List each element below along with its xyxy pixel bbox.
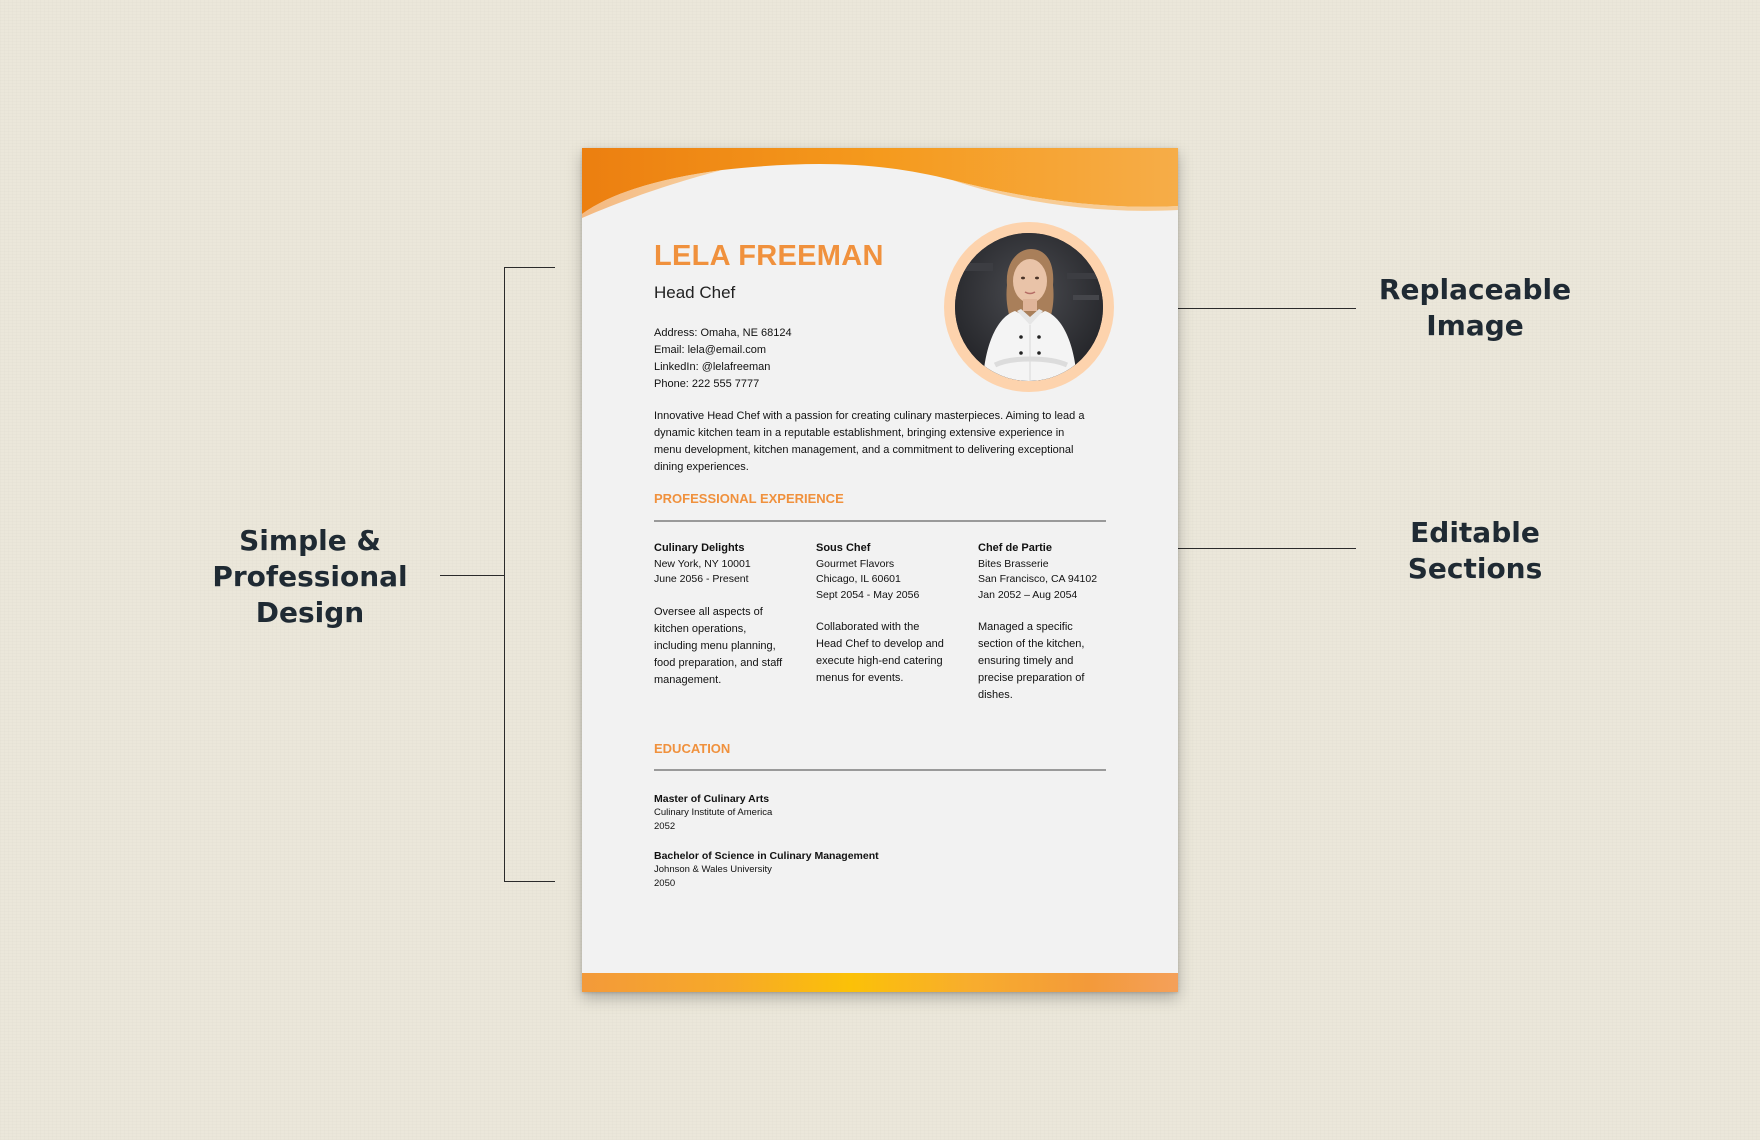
job-entry: Culinary Delights New York, NY 10001 June 2056 - Present Oversee all aspects of kitchen operations, including menu planning, food preparation, and staff management. (654, 541, 784, 689)
contact-address: Address: Omaha, NE 68124 (654, 327, 792, 339)
candidate-name: LELA FREEMAN (654, 240, 884, 272)
degree: Bachelor of Science in Culinary Management (654, 850, 879, 862)
contact-info (654, 325, 792, 393)
experience-section-title: PROFESSIONAL EXPERIENCE (654, 491, 844, 506)
callout-simple-professional-design: Simple & Professional Design (212, 524, 408, 629)
resume-page (582, 148, 1178, 992)
contact-email: Email: lela@email.com (654, 344, 767, 356)
job-entry: Sous Chef Gourmet Flavors Chicago, IL 60601 Sept 2054 - May 2056 Collaborated with the Head Chef to develop and execute high-end catering menus for events. (816, 541, 946, 687)
bracket-top (504, 267, 555, 268)
education-entry (654, 849, 879, 891)
header-wave (582, 148, 1178, 218)
contact-phone: Phone: 222 555 7777 (654, 378, 760, 390)
footer-bar (582, 973, 1178, 992)
bracket-vertical (504, 267, 505, 882)
callout-editable-sections: Editable Sections (1407, 516, 1543, 585)
education-section-title: EDUCATION (654, 741, 731, 756)
job-description: Managed a specific section of the kitchen, ensuring timely and precise preparation of dishes. (978, 621, 1085, 701)
job-title: Chef de Partie (978, 542, 1052, 554)
job-description: Collaborated with the Head Chef to develop and execute high-end catering menus for events. (816, 621, 944, 684)
school: Culinary Institute of America (654, 807, 773, 818)
job-title: Sous Chef (816, 542, 871, 554)
education-divider (654, 769, 1106, 771)
professional-summary: Innovative Head Chef with a passion for creating culinary masterpieces. Aiming to lead a dynamic kitchen team in a reputable establishment, bringing extensive experience in menu development, kitchen management, and a commitment to delivering exceptional dining experiences. (654, 410, 1085, 473)
profile-photo[interactable] (955, 233, 1103, 381)
candidate-role: Head Chef (654, 283, 736, 302)
year: 2052 (654, 821, 676, 832)
education-entry (654, 792, 772, 834)
job-entry: Chef de Partie Bites Brasserie San Francisco, CA 94102 Jan 2052 – Aug 2054 Managed a specific section of the kitchen, ensuring timely and precise preparation of dishes. (978, 541, 1106, 704)
contact-linkedin: LinkedIn: @lelafreeman (654, 361, 771, 373)
year: 2050 (654, 878, 676, 889)
callout-replaceable-image: Replaceable Image (1378, 273, 1572, 342)
job-description: Oversee all aspects of kitchen operations, including menu planning, food preparation, and staff management. (654, 605, 783, 686)
chef-portrait-image (955, 233, 1103, 381)
job-title: Culinary Delights (654, 542, 745, 554)
profile-photo-ring (944, 222, 1114, 392)
degree: Master of Culinary Arts (654, 793, 770, 805)
bracket-pointer (440, 575, 504, 576)
school: Johnson & Wales University (654, 864, 772, 875)
experience-divider (654, 520, 1106, 522)
bracket-bottom (504, 881, 555, 882)
